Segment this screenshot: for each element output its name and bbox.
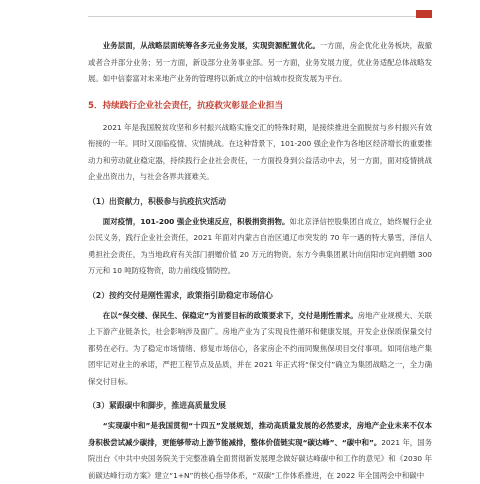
subsection-2-bold: 在以“保交楼、保民生、保稳定”为首要目标的政策要求下，交付是刚性需求。 xyxy=(102,310,358,320)
section-5-heading: 5．持续践行企业社会责任，抗疫救灾彰显企业担当 xyxy=(88,100,284,111)
page-body xyxy=(88,38,432,484)
subsection-1-bold: 面对疫情，101-200 强企业快速反应，积极捐资捐物。 xyxy=(102,216,290,226)
subsection-1-heading: （1）出资献力，积极参与抗疫抗灾活动 xyxy=(88,196,226,206)
subsection-3-text: 2021 年，国务院出台《中共中央国务院关于完整准确全面贯彻新发展理念做好碳达峰碳中和工作的意见》和《2030 年前碳达峰行动方案》建立“1+N”的核心指导体系，“双碳”工作体系推进，在 2022 年全国两会中和碳中 xyxy=(88,437,432,480)
header-accent-mark xyxy=(416,10,432,18)
subsection-2-text: 房地产业规模大、关联上下游产业链条长，社会影响涉及面广。房地产业为了实现良性循环和健康发展，开发企业保质保量交付都势在必行。为了稳定市场情绪、修复市场信心，各家房企不约而同聚焦保项目交付事项。如同信地产集团牢记对业主的承诺，严把工程节点及品质，并在 2021 年正式将“保交付”确立为集团战略之一，全力确保交付目标。 xyxy=(88,310,432,386)
subsection-3-paragraph xyxy=(88,418,432,484)
subsection-1-paragraph xyxy=(88,214,432,280)
subsection-3-heading: （3）紧跟碳中和脚步，推进高质量发展 xyxy=(88,401,226,410)
intro-text: 一方面，房企优化业务板块，裁撤或者合并部分业务；另一方面，新设部分业务事业部。另一方面，业务发展力度，优业务适配总体战略发展。如中信泰富对未来地产业务的管理将以新成立的中信城市投资发展为平台。 xyxy=(88,41,432,83)
subsection-2-paragraph xyxy=(88,308,432,391)
section-5-paragraph: 2021 年是我国脱贫攻坚和乡村振兴战略实施交汇的特殊时期，是接续推进全面脱贫与乡村振兴有效衔接的一年。同时又面临疫情、灾情挑战。在这种背景下，101-200 强企业作为各地区经济增长的重要推动力和劳动就业稳定器，持续践行企业社会责任，一方面投身到公益活动中去，另一方面，面对疫情挑战企业出资出力，与社会各界共渡难关。 xyxy=(88,122,432,181)
subsection-3-bold: “实现碳中和”是我国贯彻“十四五”发展规划，推动高质量发展的必然要求，房地产企业未来不仅本身积极尝试减少碳排，更能够带动上游节能减排，整体价值链实现“碳达峰”、“碳中和”。 xyxy=(88,421,432,447)
intro-paragraph xyxy=(88,38,432,88)
subsection-2-heading: （2）按约交付是刚性需求，政策指引助稳定市场信心 xyxy=(88,290,273,300)
header-rule xyxy=(88,16,428,17)
subsection-1-text: 如北京泽信控股集团自成立，始终履行企业公民义务，践行企业社会责任，2021 年面对内蒙古自治区通辽市突发的 70 年一遇的特大暴雪，泽信人勇担社会责任，为当地政府有关部门捐赠价值 20 万元的物资。东方今典集团累计向信阳市定向捐赠 300 万元和 10 吨防疫物资，助力前线疫情防控。 xyxy=(88,216,432,275)
intro-bold: 业务层面，从战略层面统筹各多元业务发展，实现资源配置优化。 xyxy=(102,41,320,50)
